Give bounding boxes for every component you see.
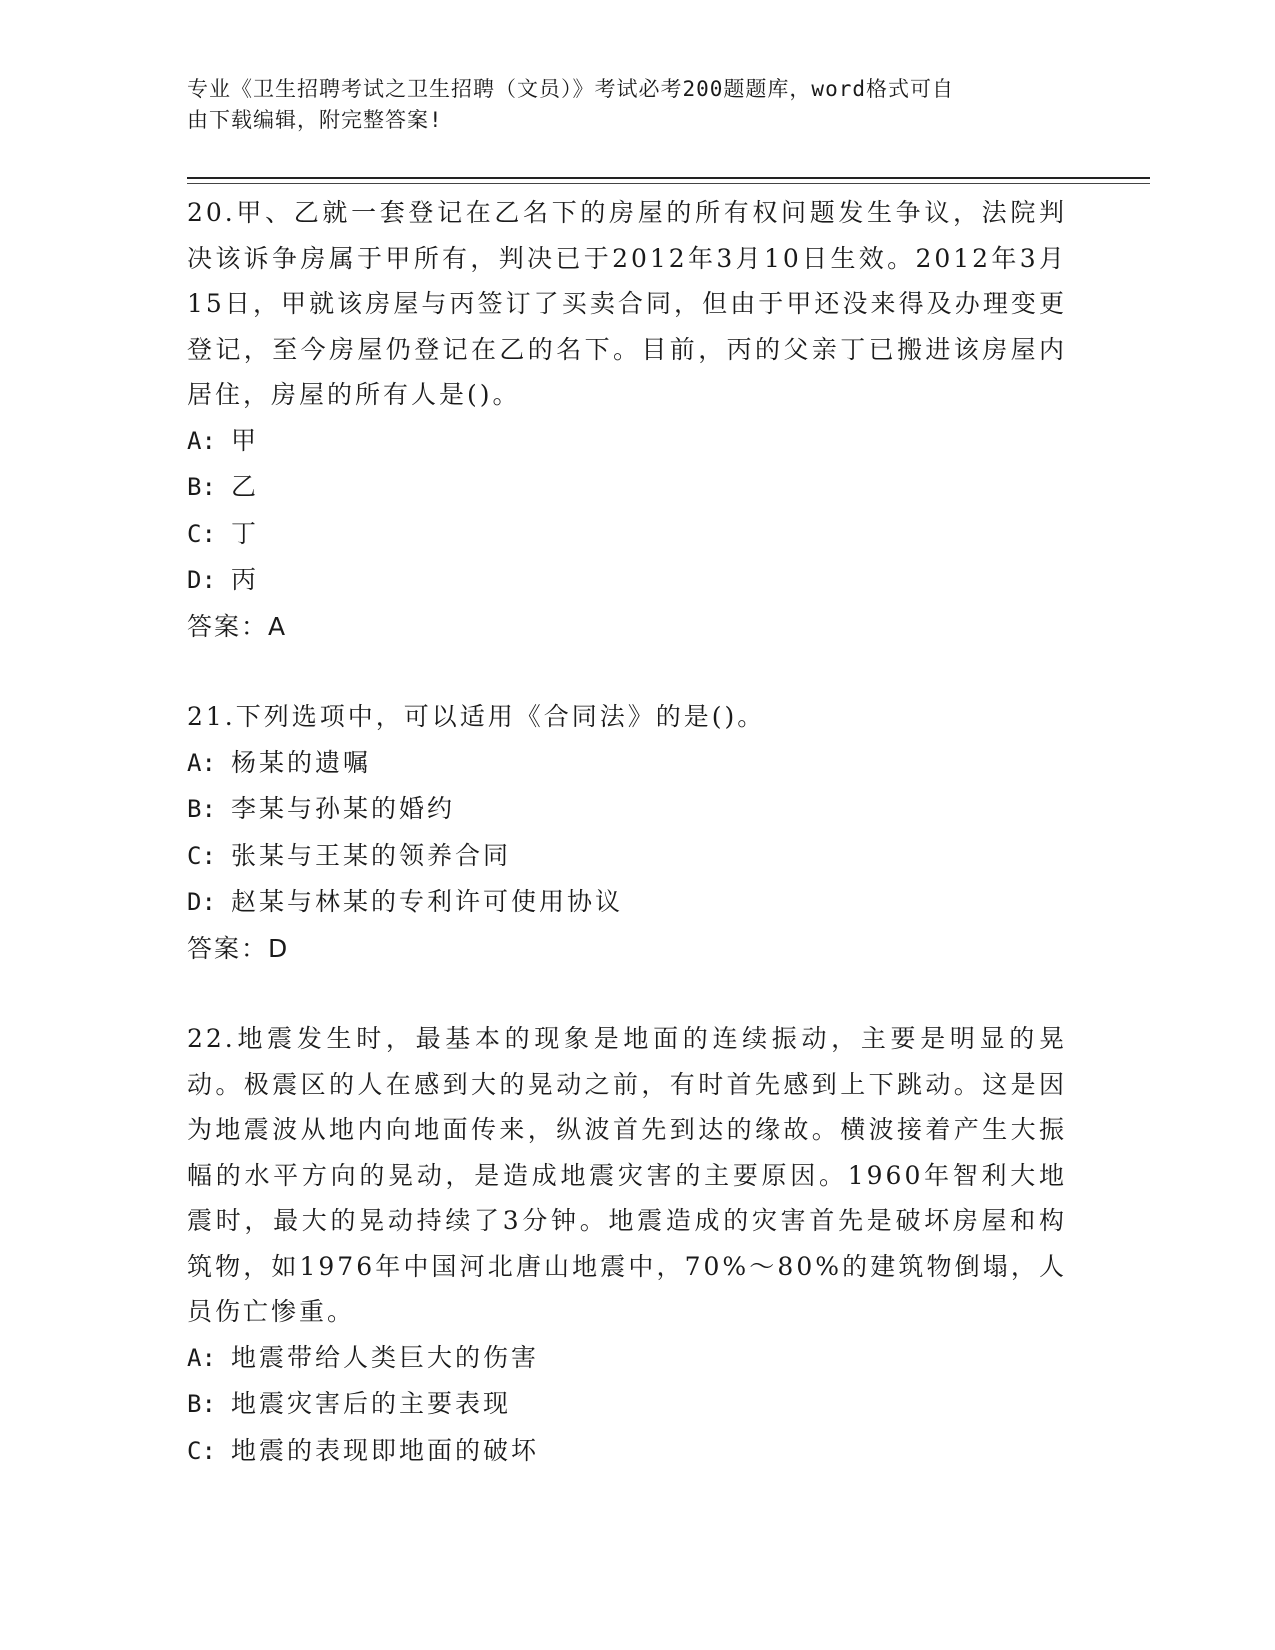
option-letter: A: <box>187 1343 216 1372</box>
option-text: 李某与孙某的婚约 <box>231 794 456 823</box>
header-divider-thick <box>187 177 1150 179</box>
option-letter: B: <box>187 473 216 501</box>
option-a <box>187 1335 1067 1382</box>
option-letter: D: <box>187 888 216 916</box>
answer-line: 答案：D <box>187 933 290 963</box>
header-line-2: 由下载编辑，附完整答案! <box>187 108 443 132</box>
option-letter: C: <box>187 519 216 548</box>
option-b <box>187 464 1067 511</box>
option-text: 赵某与林某的专利许可使用协议 <box>231 887 624 916</box>
header-line-1: 专业《卫生招聘考试之卫生招聘（文员）》考试必考200题题库，word格式可自 <box>187 77 954 101</box>
option-letter: B: <box>187 1390 216 1418</box>
option-text: 乙 <box>231 472 260 501</box>
option-letter: C: <box>187 841 216 870</box>
option-c <box>187 833 1067 880</box>
option-a <box>187 418 1067 465</box>
option-text: 甲 <box>231 425 260 455</box>
document-header <box>187 74 1067 136</box>
header-divider-thin <box>187 183 1150 184</box>
option-letter: A: <box>187 748 216 777</box>
option-text: 地震灾害后的主要表现 <box>231 1389 512 1418</box>
question-list <box>187 190 1067 1474</box>
option-d <box>187 879 1067 926</box>
option-text: 张某与王某的领养合同 <box>231 840 512 870</box>
option-text: 丁 <box>231 518 260 548</box>
question-text: 22.地震发生时，最基本的现象是地面的连续振动，主要是明显的晃动。极震区的人在感到大的晃动之前，有时首先感到上下跳动。这是因为地震波从地内向地面传来，纵波首先到达的缘故。横波接着产生大振幅的水平方向的晃动，是造成地震灾害的主要原因。1960年智利大地震时，最大的晃动持续了3分钟。地震造成的灾害首先是破坏房屋和构筑物，如1976年中国河北唐山地震中，70%～80%的建筑物倒塌，人员伤亡惨重。 <box>187 1024 1067 1326</box>
option-text: 杨某的遗嘱 <box>231 747 372 777</box>
question-text: 20.甲、乙就一套登记在乙名下的房屋的所有权问题发生争议，法院判决该诉争房属于甲所有，判决已于2012年3月10日生效。2012年3月15日，甲就该房屋与丙签订了买卖合同，但由于甲还没来得及办理变更登记，至今房屋仍登记在乙的名下。目前，丙的父亲丁已搬进该房屋内居住，房屋的所有人是()。 <box>187 198 1067 409</box>
option-d <box>187 557 1067 604</box>
option-letter: D: <box>187 566 216 594</box>
option-a <box>187 740 1067 787</box>
option-letter: C: <box>187 1436 216 1465</box>
option-text: 地震带给人类巨大的伤害 <box>231 1342 540 1372</box>
option-text: 丙 <box>231 565 260 594</box>
answer-line: 答案：A <box>187 611 288 641</box>
option-letter: A: <box>187 426 216 455</box>
option-c <box>187 511 1067 558</box>
question-20 <box>187 190 1067 649</box>
question-spacer <box>187 649 1067 694</box>
option-text: 地震的表现即地面的破坏 <box>231 1435 540 1465</box>
option-c <box>187 1428 1067 1475</box>
option-letter: B: <box>187 795 216 823</box>
option-b <box>187 1381 1067 1428</box>
question-spacer <box>187 971 1067 1016</box>
question-text: 21.下列选项中，可以适用《合同法》的是()。 <box>187 702 766 731</box>
question-22 <box>187 1016 1067 1474</box>
question-21 <box>187 694 1067 971</box>
option-b <box>187 786 1067 833</box>
